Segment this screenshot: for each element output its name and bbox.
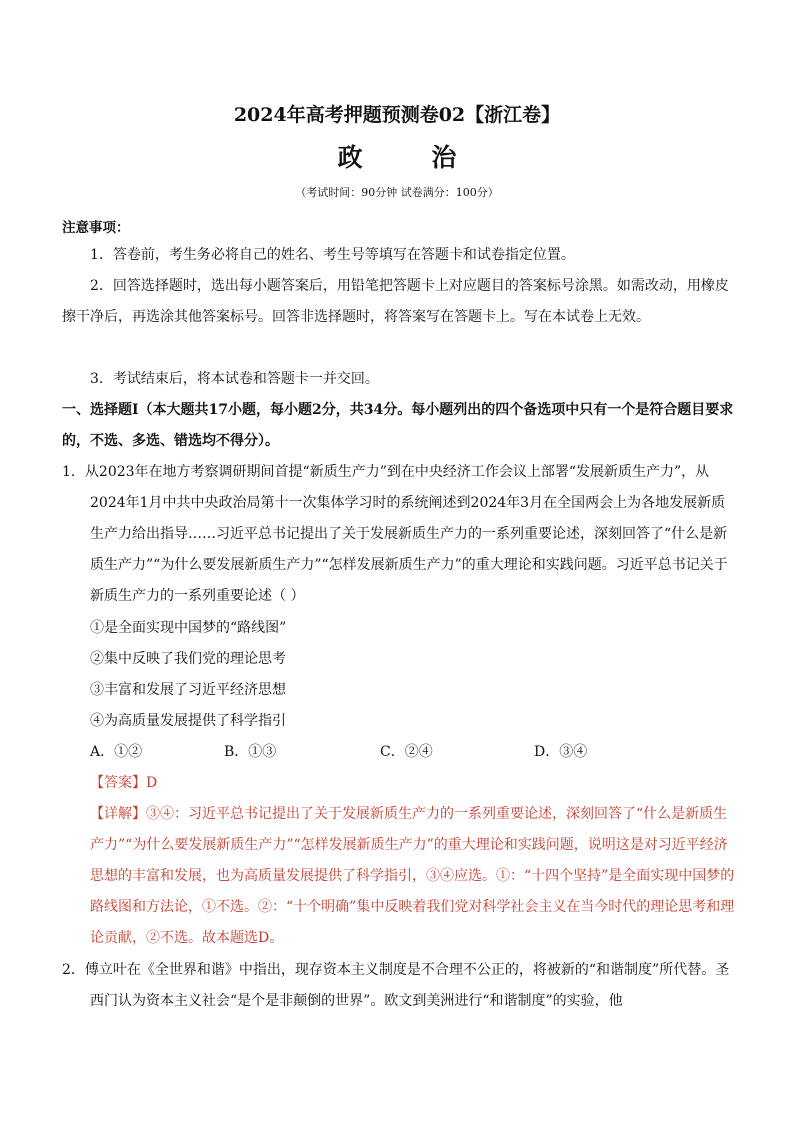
- question-2-stem: 2．傅立叶在《全世界和谐》中指出，现存资本主义制度是不合理不公正的，将被新的“和谐制度”所代替。圣西门认为资本主义社会“是个是非颠倒的世界”。欧文到美洲进行“和谐制度”的实验，他: [62, 962, 730, 1009]
- question-1-answer: [62, 768, 738, 799]
- question-1-explanation: [62, 799, 738, 954]
- option-d: D．③④: [534, 744, 588, 760]
- notice-item-1: 1．答卷前，考生务必将自己的姓名、考生号等填写在答题卡和试卷指定位置。: [90, 247, 575, 263]
- exam-info: （考试时间：90分钟 试卷满分：100分）: [295, 186, 499, 199]
- notice-heading: 注意事项：: [62, 220, 130, 236]
- subject-heading: 政 治: [337, 143, 487, 172]
- question-1-options: [62, 737, 738, 768]
- section-heading: 一、选择题Ⅰ（本大题共17小题，每小题2分，共34分。每小题列出的四个备选项中只有一个是符合题目要求的，不选、多选、错选均不得分）。: [62, 402, 734, 449]
- question-1-statement-4: ④为高质量发展提供了科学指引: [90, 713, 286, 729]
- option-a: A．①②: [90, 744, 143, 760]
- question-1-statement-3: ③丰富和发展了习近平经济思想: [90, 682, 286, 698]
- detail-text: ③④：习近平总书记提出了关于发展新质生产力的一系列重要论述，深刻回答了“什么是新质生产力”“为什么要发展新质生产力”“怎样发展新质生产力”的重大理论和实践问题，说明这是对习近平经济思想的丰富和发展，也为高质量发展提供了科学指引，③④应选。①：“十四个坚持”是全面实现中国梦的路线图和方法论，①不选。②：“十个明确”集中反映着我们党对科学社会主义在当今时代的理论思考和理论贡献，②不选。故本题选D。: [90, 806, 735, 946]
- option-b: B．①③: [224, 744, 277, 760]
- question-1-statement-1: ①是全面实现中国梦的“路线图”: [90, 620, 287, 636]
- option-c: C．②④: [380, 744, 433, 760]
- detail-label: 【详解】: [90, 806, 146, 822]
- exam-title: 2024年高考押题预测卷02【浙江卷】: [233, 104, 561, 126]
- answer-value: D: [146, 775, 158, 791]
- question-1-stem: 1．从2023年在地方考察调研期间首提“新质生产力”到在中央经济工作会议上部署“发展新质生产力”，从2024年1月中共中央政治局第十一次集体学习时的系统阐述到2024年3月在全国两会上为各地发展新质生产力给出指导……习近平总书记提出了关于发展新质生产力的一系列重要论述，深刻回答了“什么是新质生产力”“为什么要发展新质生产力”“怎样发展新质生产力”的重大理论和实践问题。习近平总书记关于新质生产力的一系列重要论述（ ）: [62, 464, 728, 604]
- question-1-statement-2: ②集中反映了我们党的理论思考: [90, 651, 286, 667]
- notice-item-3: 3．考试结束后，将本试卷和答题卡一并交回。: [90, 371, 379, 387]
- answer-label: 【答案】: [90, 775, 146, 791]
- notice-item-2: 2．回答选择题时，选出每小题答案后，用铅笔把答题卡上对应题目的答案标号涂黑。如需改动，用橡皮擦干净后，再选涂其他答案标号。回答非选择题时，将答案写在答题卡上。写在本试卷上无效。: [62, 278, 729, 325]
